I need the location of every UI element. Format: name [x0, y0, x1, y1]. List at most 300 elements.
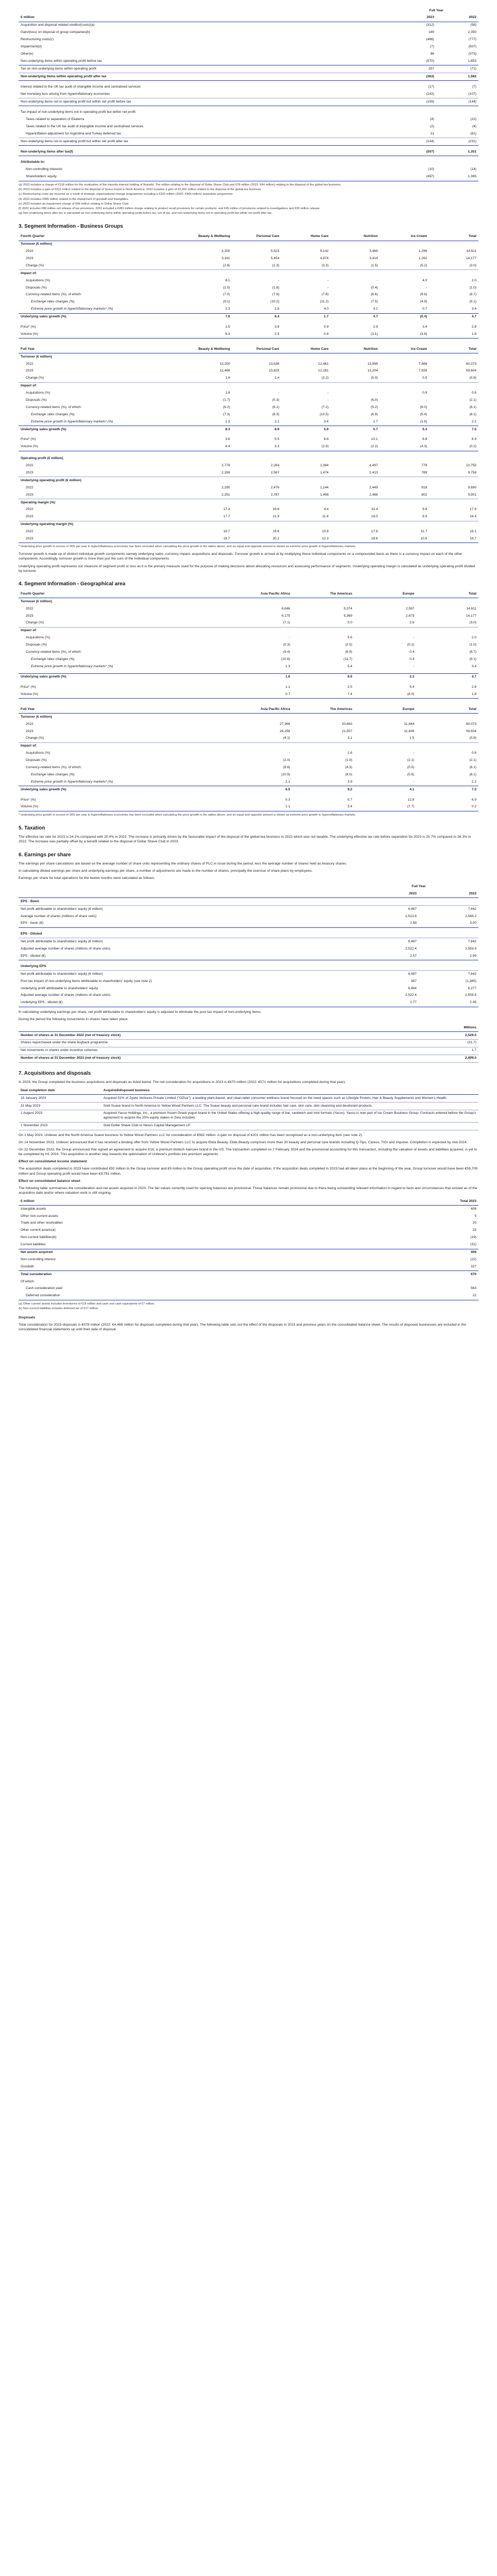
- eps-row-value: 2,522.4: [405, 993, 417, 997]
- seg-op-row-value: 21.9: [232, 514, 282, 521]
- seg-q4-row-value: (7.6): [321, 293, 329, 297]
- seg-q4-row-label: Price* (%): [21, 325, 36, 329]
- geo-fy-row-value: 2.1: [285, 779, 290, 784]
- seg-q4-row-value: 2.9: [373, 325, 378, 329]
- geo-fy-row: [19, 735, 478, 742]
- seg-op-row-value: 1,144: [320, 485, 329, 489]
- bs-row-label: Net assets acquired: [19, 1249, 405, 1256]
- seg-q4-row-value: (0.4): [371, 285, 378, 290]
- nut-row-value: (570): [394, 58, 436, 65]
- nut-row: [19, 83, 478, 91]
- nut-row: [19, 174, 478, 181]
- nut-row-label: Taxes related to the UK tax audit of intangible income and centralised services: [26, 124, 144, 128]
- geo-fy-table: [19, 706, 478, 811]
- nut-row-label: Non-underlying items within operating profit after tax: [19, 73, 394, 81]
- seg-fy-row-value: (2.2): [331, 444, 380, 451]
- seg-op-row-value: 779: [421, 464, 427, 468]
- seg-op-row-label: 2023: [19, 536, 183, 543]
- eps-row-value: 7,642: [468, 939, 476, 943]
- seg-op-row-value: [232, 477, 282, 484]
- bs-row-value: 25: [472, 1228, 476, 1232]
- bs-footnote: (b) Non-current liabilities includes deferred tax of €17 million.: [19, 1307, 99, 1311]
- seg-fy-row-value: (7.2): [321, 405, 329, 409]
- nut-row-label: Tax on non-underlying items within operating profit: [19, 65, 394, 73]
- geo-fy-row-value: 11,844: [404, 722, 415, 726]
- seg-op-row: [19, 536, 478, 543]
- eps-row-value: 7,642: [468, 972, 476, 976]
- seg-op-row-value: 2,787: [232, 492, 282, 499]
- geo-q4-row-value: 2,673: [405, 614, 415, 618]
- bs-row-value: (31): [470, 1243, 476, 1247]
- seg-fy-row: [19, 382, 478, 389]
- seg-fy-row-value: [380, 382, 430, 389]
- geo-q4-row-value: 14,177: [466, 614, 476, 618]
- geo-fy-row: [19, 786, 478, 793]
- seg-para-1: Turnover growth is made up of distinct individual growth components namely underlying sales, currency impact, acquisitions and disposals. Turnover growth is arrived at by multiplying these individual components on a compounded basis as there is a currency impact on each of the other components. Accordingly, turnover growth is more than just the sum of the individual components.: [19, 552, 462, 561]
- nut-row: [19, 43, 478, 50]
- nut-row-value: (10): [428, 167, 434, 172]
- eps-row-value: 6,277: [468, 986, 476, 990]
- seg-q4-row: [19, 324, 478, 331]
- seg-q4-row-value: 4.7: [331, 313, 380, 320]
- seg-fy-row: [19, 368, 478, 375]
- seg-fy-row-value: 1.6: [225, 391, 230, 395]
- geo-fy-col-header: Asia Pacific Africa: [230, 706, 293, 713]
- seg-q4-row-label: Impact of:: [21, 271, 37, 275]
- geo-fy-row-value: -: [289, 751, 290, 755]
- geo-fy-row: [19, 750, 478, 757]
- eps-row-value: 2.77: [359, 999, 419, 1007]
- seg-q4-row-value: 6.4: [232, 313, 282, 320]
- seg-q4-row-value: (7.5): [371, 300, 378, 304]
- nut-spacer2: [263, 14, 394, 22]
- geo-q4-row: [19, 691, 478, 698]
- geo-fy-row-label: Underlying sales growth (%): [19, 786, 230, 793]
- seg-op-row-value: 2,476: [270, 485, 280, 489]
- nut-row-value: (373): [468, 52, 476, 56]
- geo-fy-row-value: (4.1): [230, 735, 293, 742]
- acq-effect-para: The acquisition deals completed in 2023 have contributed €92 million to the Group turnover and €9 million to the Group operating profit since the date of acquisition. If the acquisition deals completed in 2023 had all taken place at the beginning of the year, Group turnover would have been €59,709 million and Group operating profit would have been €9,781 million.: [19, 1167, 477, 1176]
- seg-fy-row-label: Disposals (%): [26, 398, 47, 402]
- mov-row-value: (31.7): [405, 1039, 478, 1047]
- seg-fy-row-value: 13,825: [269, 369, 280, 373]
- geo-q4-row-value: (11.7): [344, 657, 352, 661]
- bs-row-label: Intangible assets: [21, 1207, 46, 1211]
- nut-row-value: 86: [430, 52, 434, 56]
- eps-row-value: 7,642: [468, 907, 476, 911]
- geo-q4-row-value: 14,611: [466, 606, 476, 611]
- geo-fy-col-header: Europe: [354, 706, 417, 713]
- geo-q4-row-label: Disposals (%): [26, 643, 47, 647]
- geo-q4-row-value: 0.4: [409, 657, 415, 661]
- geo-fy-row: [19, 771, 478, 778]
- geo-q4-row-value: 5.6: [347, 636, 352, 640]
- seg-fy-row-value: (10.5): [319, 412, 329, 416]
- bs-row-value: [405, 1278, 478, 1285]
- nut-row: [19, 58, 478, 65]
- seg-op-row: [19, 477, 478, 484]
- seg-op-row-value: 11.7: [420, 530, 427, 534]
- eps-row-value: 6,487: [408, 907, 417, 911]
- bs-row-value: 406: [405, 1249, 478, 1256]
- seg-fy-row-label: Extreme price growth in hyperinflationary markets* (%): [31, 419, 113, 423]
- nut-row-value: (2): [430, 124, 434, 128]
- seg-fy-row: [19, 418, 478, 426]
- geo-fy-note: * Underlying price growth in excess of 26% per year in hyperinflationary economies has been excluded when calculating the price growth in the tables above, and an equal and opposite amount is shown as extreme price growth in hyperinflationary markets.: [19, 813, 356, 817]
- eps-row-value: 6,984: [408, 986, 417, 990]
- seg-fy-row-value: (0.3): [272, 398, 280, 402]
- seg-q4-row: [19, 292, 478, 299]
- seg-op-row-value: 2,779: [221, 464, 230, 468]
- seg-q4-row-value: -: [376, 278, 378, 282]
- seg-q4-row-value: (2.8): [183, 262, 232, 269]
- geo-q4-row-value: [230, 627, 293, 634]
- acq-row: [19, 1103, 478, 1110]
- seg-q4-row-value: (9.6): [420, 293, 427, 297]
- seg-q4-row-value: -: [278, 278, 280, 282]
- geo-q4-row-value: -: [413, 664, 415, 668]
- seg-fy-row-label: 2023: [26, 369, 33, 373]
- seg-fy-row-label: Price* (%): [21, 437, 36, 442]
- seg-fy-row-value: (5.4): [420, 412, 427, 416]
- seg-fy-row-value: 1.4: [232, 375, 282, 382]
- geo-q4-row-value: 1.1: [285, 685, 290, 689]
- nut-row-label: Non-underlying items not in operating profit but within net profit after tax: [19, 138, 394, 146]
- eps-block-title: Underlying EPS: [19, 963, 478, 970]
- geo-q4-row: [19, 663, 478, 670]
- seg-op-row-value: 2,567: [232, 470, 282, 477]
- geo-fy-row-label: 2022: [26, 722, 33, 726]
- seg-q4-row-label: Currency-related items (%), of which:: [26, 293, 82, 297]
- geo-q4-col-header: Asia Pacific Africa: [230, 590, 293, 598]
- geo-fy-row-label: Acquisitions (%): [26, 751, 50, 755]
- seg-op-row-value: [331, 499, 380, 506]
- nut-row: [19, 91, 478, 98]
- seg-op-row: [19, 492, 478, 499]
- geo-fy-row-value: (2.0): [283, 758, 290, 762]
- acq-row-desc: Sold Dollar Shave Club to Nexus Capital Management LP.: [101, 1122, 478, 1130]
- seg-op-row-value: 17.6: [371, 530, 378, 534]
- nut-row-value: 1,582: [436, 73, 478, 81]
- seg-q4-row-value: (3.0): [429, 262, 478, 269]
- geo-fy-row: [19, 796, 478, 804]
- eps-row: [19, 978, 478, 985]
- seg-q4-row-value: [380, 270, 430, 277]
- geo-fy-row-value: 6.9: [471, 798, 476, 802]
- seg-fy-row-value: 13,200: [219, 362, 230, 366]
- non-underlying-items-table: [19, 7, 478, 181]
- seg-fy-row-value: 8.8: [323, 437, 329, 442]
- geo-q4-row-value: (7.1): [230, 620, 293, 627]
- geo-q4-turnover-label: Turnover (€ million): [21, 599, 53, 603]
- geo-q4-row-value: (8.7): [469, 650, 476, 654]
- geo-fy-row-value: 27,366: [280, 722, 290, 726]
- geo-q4-row-value: (1.0): [469, 643, 476, 647]
- eps-row-value: 2,559.9: [465, 946, 476, 951]
- geo-fy-row: [19, 721, 478, 728]
- seg-op-row-value: [331, 521, 380, 528]
- geo-q4-col-label: Fourth Quarter: [19, 590, 230, 598]
- nut-year-2023: 2023: [394, 14, 436, 22]
- seg-q4-row-value: -: [327, 278, 329, 282]
- geo-q4-row-value: (10.6): [281, 657, 290, 661]
- seg-q4-row-value: (11.2): [320, 300, 329, 304]
- seg-q4-col-header: Home Care: [281, 233, 331, 241]
- seg-q4-row-value: [331, 270, 380, 277]
- nut-row-value: (61): [436, 130, 478, 138]
- eps-row-label: Net profit attributable to shareholders' equity (€ million): [21, 972, 103, 976]
- seg-q4-turnover-label-row: [19, 241, 478, 248]
- seg-op-row-label: 2023: [19, 514, 183, 521]
- geo-fy-row-value: 11,839: [404, 729, 415, 733]
- seg-fy-col-header: Total: [429, 346, 478, 353]
- seg-fy-row-value: (2.1): [469, 398, 476, 402]
- seg-op-note: * Underlying price growth in excess of 26% per year in hyperinflationary economies has been excluded when calculating the price growth in the tables above, and an equal and opposite amount is shown as extreme price growth in hyperinflationary markets.: [19, 545, 356, 549]
- eps-row-value: 2.58: [359, 920, 419, 927]
- nut-row-label: Other(e): [21, 52, 33, 56]
- eps-row: [19, 992, 478, 999]
- nut-row-label: Gain/(loss) on disposal of group companies(b): [21, 30, 90, 35]
- nut-full-year-label: Full Year: [429, 8, 443, 12]
- seg-fy-row-label: Currency-related items (%), of which:: [26, 405, 82, 409]
- nut-row-label: Restructuring costs(c): [21, 38, 54, 42]
- eps-row-label: Average number of shares (millions of share units): [21, 914, 97, 918]
- geo-fy-row-value: 26,256: [280, 729, 290, 733]
- seg-fy-row: [19, 375, 478, 382]
- nut-row-label: Attributable to:: [21, 160, 45, 164]
- eps-block-title-row: [19, 930, 478, 938]
- bs-row-value: 670: [405, 1271, 478, 1278]
- seg-q4-row-label: Exchange rates changes (%): [31, 300, 75, 304]
- seg-fy-row-value: 12,461: [318, 362, 329, 366]
- nut-footnote: (c) Restructuring costs are incurred as a result of strategic organisational change programmes including a €203 million (2022: €406 million) separation programme.: [19, 193, 234, 196]
- geo-fy-row: [19, 728, 478, 735]
- seg-op-row-value: 2,413: [331, 470, 380, 477]
- bs-row: [19, 1278, 478, 1285]
- acq-row: [19, 1095, 478, 1103]
- geo-q4-row-value: 2,597: [405, 606, 415, 611]
- nut-currency-label: € million: [19, 14, 263, 22]
- geo-fy-row-value: 12.8: [407, 798, 415, 802]
- geo-fy-row-value: 1.6: [347, 751, 352, 755]
- acq-effect-title: Effect on consolidated income statement: [19, 1160, 87, 1164]
- seg-fy-row-value: (4.3): [380, 444, 430, 451]
- acq-para-3: On 22 December 2023, the Group announced that signed an agreement to acquire K18, a premium biotech haircare brand in the US. The transaction completed on 7 February 2024 and the provisional accounting for this transaction, including the valuation of assets and liabilities acquired, is yet to be completed by H1 2024. This acquisition is another step towards the optimisation of Unilever's portfolio into premium segments.: [19, 1147, 477, 1157]
- seg-fy-row-value: 8.9: [232, 426, 282, 433]
- seg-fy-row-value: 5.7: [331, 426, 380, 433]
- seg-op-row-value: [380, 499, 430, 506]
- disposals-para: Total consideration for 2023 disposals is €578 million (2022: €4,468 million for disposals completed during that year). The following table sets out the effect of the disposals in 2023 and previous years on the consolidated balance sheet. The results of disposed businesses are included in the consolidated financial statements up until their date of disposal.: [19, 1323, 467, 1332]
- bs-footnote: (a) Other current assets includes inventories of €18 million and cash and cash equivalents of €7 million.: [19, 1302, 155, 1306]
- geo-fy-row-value: (7.7): [354, 804, 417, 811]
- eps-row-value: 2.99: [419, 953, 478, 960]
- geo-q4-col-header: Europe: [354, 590, 417, 598]
- seg-q4-row-value: [183, 270, 232, 277]
- eps-table: [19, 884, 478, 1007]
- seg-fy-row-value: (5.0): [331, 375, 380, 382]
- geo-q4-row: [19, 656, 478, 663]
- seg-op-row-value: [232, 499, 282, 506]
- eps-row-label: Underlying profit attributable to shareholders' equity: [21, 986, 98, 990]
- nut-row: [19, 149, 478, 156]
- seg-fy-col-label: Full Year: [19, 346, 183, 353]
- seg-fy-row: [19, 426, 478, 433]
- seg-q4-row-value: 5,142: [320, 249, 329, 253]
- geo-fy-turnover-label-row: [19, 714, 478, 721]
- eps-block-title: EPS - Basic: [19, 898, 478, 906]
- seg-fy-row-value: 7,888: [418, 362, 427, 366]
- eps-year-2022: 2022: [419, 890, 478, 897]
- seg-fy-row-value: (6.9): [371, 412, 378, 416]
- nut-row-value: 1,351: [436, 149, 478, 156]
- geo-fy-row-value: 4.1: [354, 786, 417, 793]
- eps-row-label: Underlying EPS - diluted (€): [19, 999, 359, 1007]
- geo-fy-row: [19, 757, 478, 765]
- acq-intro: In 2023, the Group completed the business acquisitions and disposals as listed below. The net consideration for acquisitions in 2023 is €670 million (2022: €571 million for acquisitions completed during that year).: [19, 1080, 346, 1084]
- nut-row-value: 207: [394, 65, 436, 73]
- seg-fy-row-value: -: [278, 391, 280, 395]
- seg-op-row-value: 16.6: [272, 507, 280, 512]
- geo-q4-row-value: 2.8: [471, 685, 476, 689]
- seg-q4-row-value: 3,250: [221, 249, 230, 253]
- seg-fy-row-value: (6.0): [420, 405, 427, 409]
- acq-row-desc: Acquired 51% of Zywie Ventures Private Limited ("OZiva"), a leading plant-based, and clean-label consumer wellness brand focused on the need spaces such as Lifestyle Protein, Hair & Beauty Supplements and Women's Health.: [101, 1095, 478, 1103]
- eps-full-year-label: Full Year: [412, 885, 426, 889]
- bs-row: [19, 1263, 478, 1270]
- geo-fy-row-value: (1.9): [345, 758, 352, 762]
- seg-op-row-label: Underlying operating profit (€ million): [21, 478, 81, 482]
- seg-fy-row-label: Exchange rates changes (%): [31, 412, 75, 416]
- seg-op-row-label: Operating margin (%): [21, 500, 56, 504]
- seg-q4-row-value: [429, 270, 478, 277]
- seg-op-row-value: 18.6: [272, 530, 280, 534]
- seg-q4-row-value: 8.1: [225, 278, 230, 282]
- seg-fy-row-value: [232, 382, 282, 389]
- seg-op-row-value: [183, 521, 232, 528]
- nut-row-label: Shareholders' equity: [19, 174, 394, 181]
- eps-row: [19, 913, 478, 920]
- seg-fy-row-value: 0.9: [422, 391, 427, 395]
- acq-para-1: On 1 May 2023, Unilever and the North America Suave business to Yellow Wood Partners LLC for consideration of €562 million. A gain on disposal of €201 million has been recognised as a non-underlying item (see note 2).: [19, 1133, 363, 1137]
- seg-q4-row: [19, 270, 478, 277]
- bs-row-value: (19): [470, 1235, 476, 1240]
- geo-q4-row-value: 5,374: [344, 606, 352, 611]
- seg-q4-row-value: 14,611: [466, 249, 476, 253]
- geo-q4-row-value: (0.1): [407, 643, 415, 647]
- bs-row-label: Cash consideration paid: [26, 1286, 62, 1291]
- seg-op-row-value: 18.6: [331, 536, 380, 543]
- eps-row: [19, 999, 478, 1007]
- geo-fy-row-label: 2023: [26, 729, 33, 733]
- nut-row-value: (144): [394, 138, 436, 146]
- nut-row-value: (777): [468, 38, 476, 42]
- seg-q4-row-value: (0.4): [380, 313, 430, 320]
- eps-row-label: Adjusted average number of shares (millions of share units): [21, 946, 111, 951]
- geo-q4-row-value: 3.4: [471, 664, 476, 668]
- seg-fy-row-value: 60,073: [466, 362, 476, 366]
- seg-q4-row-value: 3.8: [275, 325, 280, 329]
- nut-footnotes: [19, 183, 478, 216]
- seg-op-row-value: [429, 521, 478, 528]
- eps-row-value: 3.00: [419, 920, 478, 927]
- seg-op-table: [19, 455, 478, 544]
- geo-fy-row-value: 5.3: [285, 798, 290, 802]
- share-movements-table: [19, 1024, 478, 1062]
- seg-q4-row-label: 2022: [26, 249, 33, 253]
- seg-fy-row-value: [183, 382, 232, 389]
- seg-op-row-value: [429, 455, 478, 463]
- seg-op-row-value: [232, 455, 282, 463]
- nut-row: [19, 130, 478, 138]
- seg-q4-row-value: 3.4: [422, 325, 427, 329]
- seg-fy-row: [19, 411, 478, 418]
- nut-row-value: (363): [394, 73, 436, 81]
- eps-row-label: Net profit attributable to shareholders' equity (€ million): [21, 907, 103, 911]
- seg-op-row-label: Underlying operating margin (%): [21, 522, 74, 527]
- geo-fy-row-value: (4.3): [345, 766, 352, 769]
- geo-fy-row-label: Impact of:: [21, 744, 37, 748]
- seg-op-row-value: 2,269: [183, 470, 232, 477]
- geo-fy-row-value: (6.1): [469, 766, 476, 769]
- seg-fy-col-header: Personal Care: [232, 346, 282, 353]
- seg-q4-row-label: Change (%): [19, 262, 183, 269]
- bs-row-label: Trade and other receivables: [21, 1221, 63, 1225]
- nut-row-value: 2,350: [468, 30, 476, 35]
- geo-q4-row-value: 0.7: [230, 691, 293, 698]
- geo-fy-row-value: 7.0: [416, 786, 478, 793]
- seg-q4-row: [19, 306, 478, 313]
- nut-row-value: (312): [426, 23, 434, 27]
- geo-fy-row-value: 3.4: [292, 804, 354, 811]
- nut-row-value: (497): [394, 174, 436, 181]
- seg-q4-row-value: 4,974: [320, 256, 329, 260]
- geo-fy-row-value: (10.5): [281, 772, 290, 776]
- nut-row: [19, 22, 478, 29]
- bs-row: [19, 1206, 478, 1213]
- nut-left-spacer: [19, 7, 263, 14]
- seg-op-row-value: [380, 521, 430, 528]
- seg-fy-row-value: 10.1: [371, 437, 378, 442]
- eps-row-label: EPS - diluted (€): [19, 953, 359, 960]
- geo-q4-row-value: (3.0): [416, 620, 478, 627]
- geo-q4-col-header: The Americas: [292, 590, 354, 598]
- seg-q4-row-value: (7.8): [272, 293, 280, 297]
- seg-op-row-value: 10,755: [466, 464, 476, 468]
- seg-fy-row-value: 4.4: [183, 444, 232, 451]
- seg-q4-row-value: (1.0): [469, 285, 476, 290]
- seg-op-row-value: 1,364: [320, 464, 329, 468]
- eps-row: [19, 945, 478, 953]
- geo-fy-row-value: 2.2: [471, 779, 476, 784]
- seg-op-row-label: 2022: [26, 530, 33, 534]
- geo-fy-row-value: (0.8): [416, 735, 478, 742]
- geo-fy-row: [19, 765, 478, 772]
- geo-fy-row-value: [416, 742, 478, 750]
- nut-row-label: Non-underlying items not in operating profit but within net profit before tax: [19, 98, 394, 106]
- seg-q4-row-value: 3,161: [221, 256, 230, 260]
- nut-row-label: Hyperinflation adjustment for Argentina and Turkey deferred tax: [19, 130, 394, 138]
- seg-op-row-value: 17.9: [470, 507, 476, 512]
- geo-fy-row-value: -: [413, 751, 415, 755]
- seg-fy-row-value: -: [426, 398, 427, 402]
- geo-q4-row-value: 2.3: [354, 673, 417, 681]
- seg-fy-row-value: 13,204: [367, 369, 378, 373]
- seg-q4-row-value: 1,262: [418, 256, 427, 260]
- seg-fy-col-header: Nutrition: [331, 346, 380, 353]
- seg-q4-row-value: 2.6: [275, 307, 280, 311]
- seg-op-row-label: 2023: [19, 492, 183, 499]
- taxation-title: 5. Taxation: [19, 825, 45, 831]
